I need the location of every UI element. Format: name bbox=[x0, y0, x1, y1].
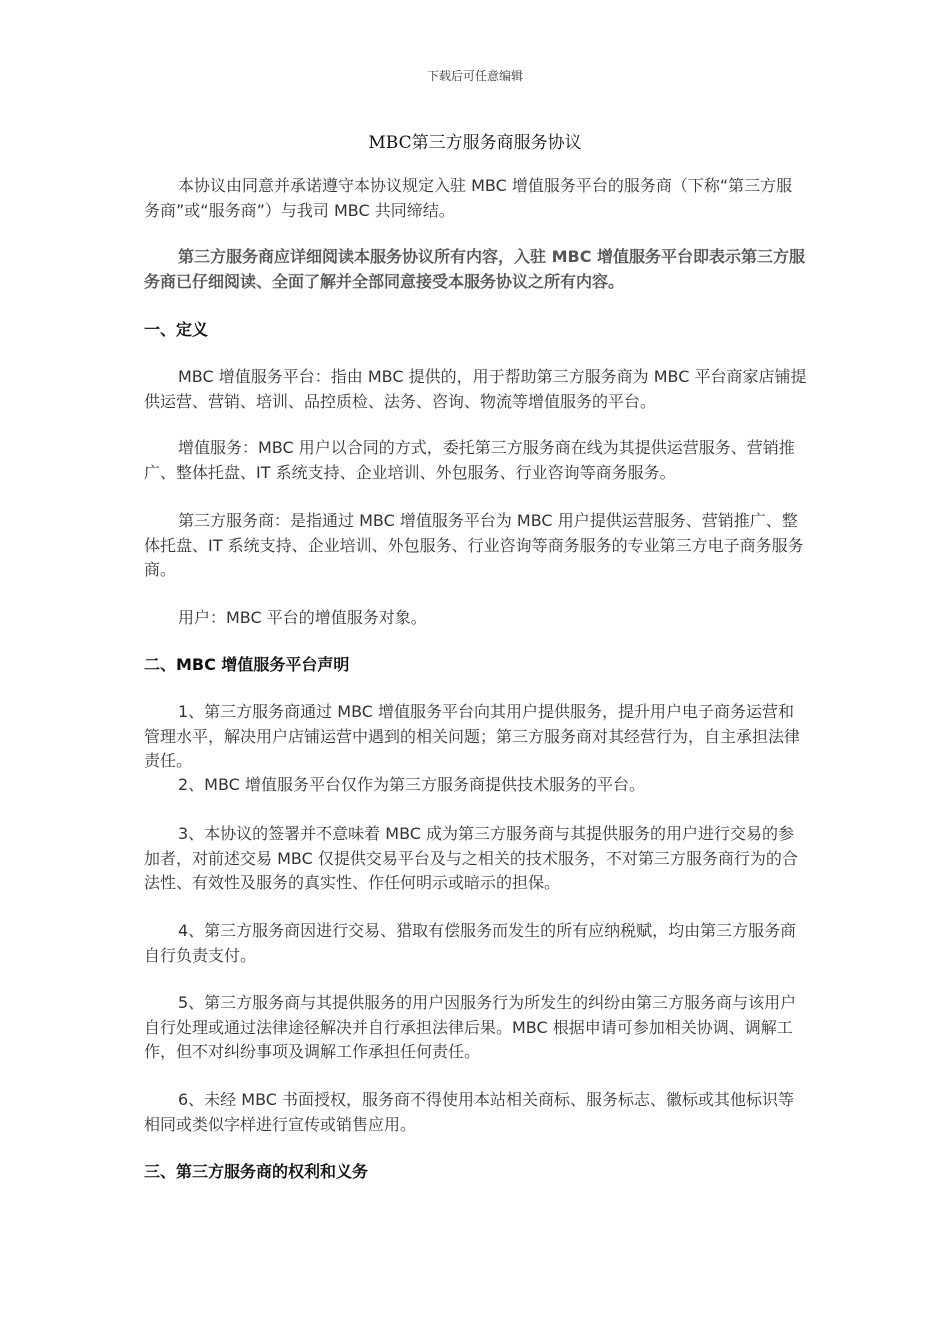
definition-service-provider: 第三方服务商：是指通过 MBC 增值服务平台为 MBC 用户提供运营服务、营销推广、整体托盘、IT 系统支持、企业培训、外包服务、行业咨询等商务服务的专业第三方电子商务服务商。 bbox=[144, 511, 804, 579]
statement-item-5: 5、第三方服务商与其提供服务的用户因服务行为所发生的纠纷由第三方服务商与该用户自行处理或通过法律途径解决并自行承担法律后果。MBC 根据申请可参加相关协调、调解工作，但不对纠纷事项及调解工作承担任何责任。 bbox=[144, 993, 797, 1061]
document-title: MBC第三方服务商服务协议 bbox=[368, 133, 582, 153]
statement-item-2: 2、MBC 增值服务平台仅作为第三方服务商提供技术服务的平台。 bbox=[178, 775, 645, 794]
statement-item-6: 6、未经 MBC 书面授权，服务商不得使用本站相关商标、服务标志、徽标或其他标识等相同或类似字样进行宣传或销售应用。 bbox=[144, 1090, 795, 1134]
definition-platform: MBC 增值服务平台：指由 MBC 提供的，用于帮助第三方服务商为 MBC 平台商家店铺提供运营、营销、培训、品控质检、法务、咨询、物流等增值服务的平台。 bbox=[144, 367, 807, 411]
statement-item-4: 4、第三方服务商因进行交易、猎取有偿服务而发生的所有应纳税赋，均由第三方服务商自行负责支付。 bbox=[144, 921, 797, 965]
statement-item-1: 1、第三方服务商通过 MBC 增值服务平台向其用户提供服务，提升用户电子商务运营和管理水平，解决用户店铺运营中遇到的相关问题；第三方服务商对其经营行为，自主承担法律责任。 bbox=[144, 702, 801, 770]
section-heading-rights-obligations: 三、第三方服务商的权利和义务 bbox=[144, 1162, 369, 1181]
statement-item-3: 3、本协议的签署并不意味着 MBC 成为第三方服务商与其提供服务的用户进行交易的参加者，对前述交易 MBC 仅提供交易平台及与之相关的技术服务，不对第三方服务商行为的合法性、有效性及服务的真实性、作任何明示或暗示的担保。 bbox=[144, 824, 798, 892]
intro-paragraph: 本协议由同意并承诺遵守本协议规定入驻 MBC 增值服务平台的服务商（下称“第三方服务商”或“服务商”）与我司 MBC 共同缔结。 bbox=[144, 176, 793, 220]
section-heading-platform-statement: 二、MBC 增值服务平台声明 bbox=[144, 655, 350, 674]
notice-paragraph: 第三方服务商应详细阅读本服务协议所有内容，入驻 MBC 增值服务平台即表示第三方服务商已仔细阅读、全面了解并全部同意接受本服务协议之所有内容。 bbox=[144, 247, 806, 291]
definition-value-added-service: 增值服务：MBC 用户以合同的方式，委托第三方服务商在线为其提供运营服务、营销推广、整体托盘、IT 系统支持、企业培训、外包服务、行业咨询等商务服务。 bbox=[144, 438, 795, 482]
page-header: 下载后可任意编辑 bbox=[426, 69, 523, 83]
definition-user: 用户：MBC 平台的增值服务对象。 bbox=[178, 608, 427, 627]
section-heading-definitions: 一、定义 bbox=[144, 320, 209, 339]
